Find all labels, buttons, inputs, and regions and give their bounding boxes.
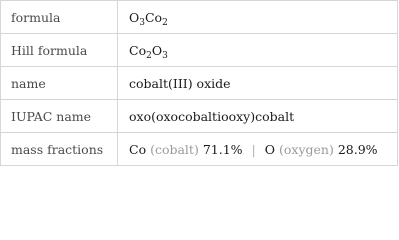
table-row-name	[1, 67, 398, 100]
formula-subscript: 2	[146, 50, 152, 61]
mass-fractions-value	[118, 133, 398, 166]
formula-value	[118, 1, 398, 34]
table-row-iupac-name	[1, 100, 398, 133]
formula-element: Co	[129, 42, 147, 58]
formula-element: Co	[144, 9, 163, 25]
formula-subscript: 3	[162, 50, 168, 61]
row-label: Hill formula	[1, 34, 118, 67]
formula-element: O	[151, 42, 163, 58]
row-label: IUPAC name	[1, 100, 118, 133]
table-row-mass-fractions	[1, 133, 398, 166]
formula-subscript: 2	[162, 17, 168, 28]
mass-percent: 71.1%	[202, 141, 243, 157]
table-row-formula	[1, 1, 398, 34]
row-label: name	[1, 67, 118, 100]
row-label: formula	[1, 1, 118, 34]
formula-element: O	[129, 9, 140, 25]
fraction-separator: |	[251, 141, 256, 157]
name-value: cobalt(III) oxide	[118, 67, 398, 100]
iupac-name-value: oxo(oxocobaltiooxy)cobalt	[118, 100, 398, 133]
formula-subscript: 3	[139, 17, 145, 28]
element-symbol: Co	[129, 141, 147, 157]
element-name: (oxygen)	[279, 141, 334, 157]
element-name: (cobalt)	[150, 141, 199, 157]
element-symbol: O	[264, 141, 276, 157]
mass-percent: 28.9%	[337, 141, 378, 157]
row-label: mass fractions	[1, 133, 118, 166]
table-row-hill-formula	[1, 34, 398, 67]
hill-formula-value	[118, 34, 398, 67]
